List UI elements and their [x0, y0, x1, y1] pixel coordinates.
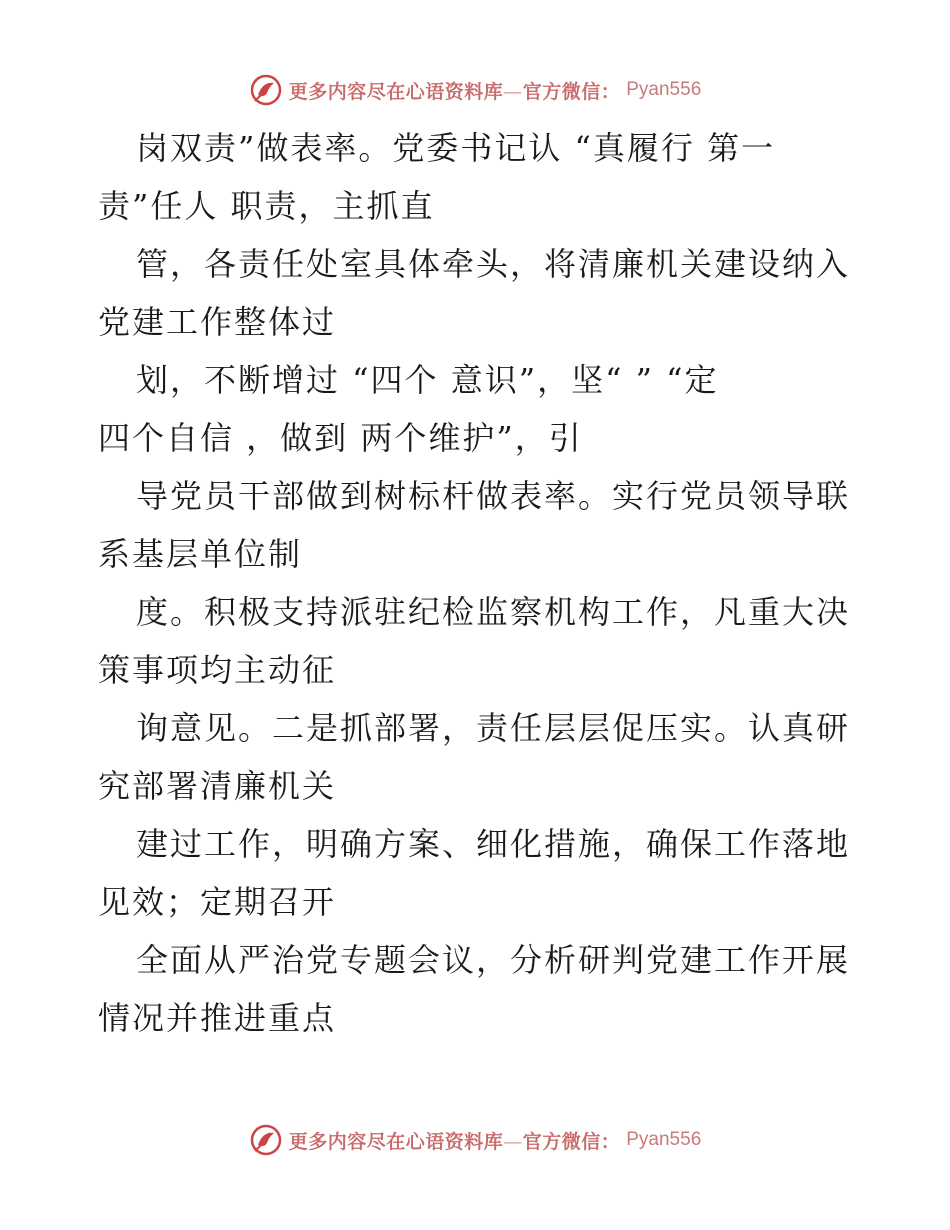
paragraph-line: 管，各责任处室具体牵头，将清廉机关建设纳入: [136, 245, 851, 283]
header-watermark: [0, 70, 950, 110]
paragraph-line: 见效；定期召开: [98, 883, 337, 921]
paragraph-line: 责”任人 职责，主抓直: [98, 187, 435, 225]
paragraph-line: 策事项均主动征: [98, 651, 337, 689]
watermark-separator: —: [503, 80, 523, 103]
watermark-account: Pyan556: [626, 79, 702, 100]
paragraph-line: 度。积极支持派驻纪检监察机构工作，凡重大决: [136, 593, 851, 631]
paragraph-line: 全面从严治党专题会议，分析研判党建工作开展: [136, 941, 851, 979]
watermark-separator: —: [503, 1130, 523, 1153]
watermark-logo-icon: [249, 73, 283, 107]
paragraph-line: 岗双责”做表率。党委书记认 “真履行 第一: [136, 129, 776, 167]
watermark-brand-text: 更多内容尽在心语资料库: [288, 1130, 504, 1153]
watermark-label: 官方微信：: [522, 1130, 621, 1153]
paragraph-line: 究部署清廉机关: [98, 767, 337, 805]
paragraph-line: 划，不断增过 “四个 意识”，坚“ ” “定: [136, 361, 719, 399]
watermark-label: 官方微信：: [522, 80, 621, 103]
watermark-brand-text: 更多内容尽在心语资料库: [288, 80, 504, 103]
paragraph-line: 建过工作，明确方案、细化措施，确保工作落地: [136, 825, 851, 863]
paragraph-line: 四个自信 ，做到 两个维护”，引: [98, 419, 583, 457]
watermark-logo-icon: [249, 1123, 283, 1157]
watermark-account: Pyan556: [626, 1129, 702, 1150]
paragraph-line: 导党员干部做到树标杆做表率。实行党员领导联: [136, 477, 851, 515]
paragraph-line: 系基层单位制: [98, 535, 303, 573]
footer-watermark: [0, 1120, 950, 1160]
paragraph-line: 询意见。二是抓部署，责任层层促压实。认真研: [136, 709, 851, 747]
paragraph-line: 情况并推进重点: [98, 999, 337, 1037]
paragraph-line: 党建工作整体过: [98, 303, 337, 341]
